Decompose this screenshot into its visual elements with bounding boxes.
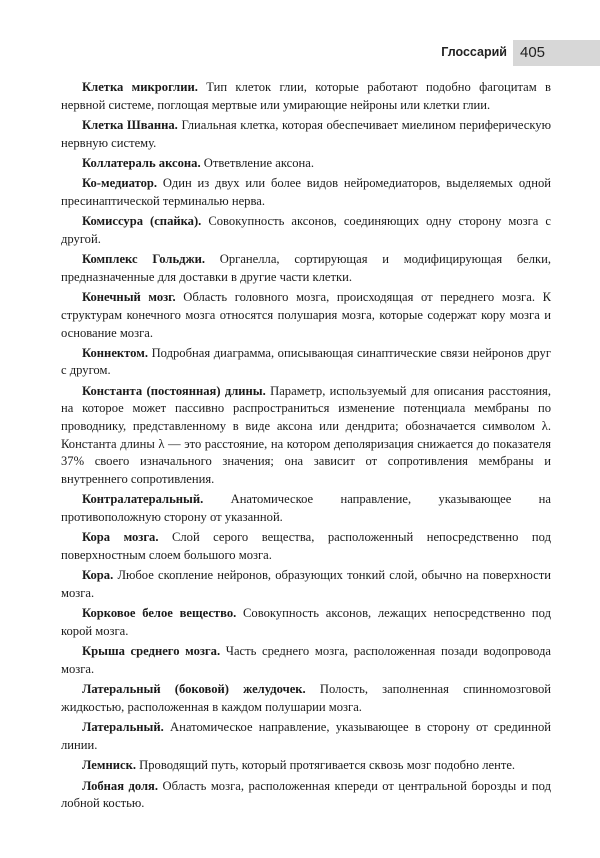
glossary-entries (61, 79, 551, 816)
entry-definition: Один из двух или более видов нейромедиаторов, выделяемых одной пресинаптической терминалью нерва. (61, 176, 551, 208)
glossary-entry (61, 778, 551, 813)
entry-term: Конечный мозг. (82, 290, 176, 305)
glossary-entry (61, 567, 551, 602)
glossary-entry (61, 491, 551, 526)
entry-definition: Анатомическое направление, указывающее в сторону от срединной линии. (61, 720, 551, 752)
entry-term: Латеральный (боковой) желудочек. (82, 682, 306, 697)
glossary-entry (61, 681, 551, 716)
glossary-entry (61, 117, 551, 152)
entry-term: Коннектом. (82, 345, 148, 360)
entry-term: Латеральный. (82, 720, 164, 735)
page-number: 405 (520, 44, 546, 61)
entry-term: Константа (постоянная) длины. (82, 383, 266, 398)
entry-term: Комплекс Гольджи. (82, 252, 206, 267)
entry-definition: Область мозга, расположенная кпереди от центральной борозды и под лобной костью. (61, 778, 551, 811)
page-header (0, 40, 600, 66)
entry-definition: Тип клеток глии, которые работают подобно фагоцитам в нервной системе, поглощая мертвые или умирающие нейроны или клетки глии. (61, 80, 551, 112)
entry-definition: Полость, заполненная спинномозговой жидкостью, расположенная в каждом полушарии мозга. (61, 682, 551, 714)
entry-definition: Любое скопление нейронов, образующих тонкий слой, обычно на поверхности мозга. (61, 568, 552, 600)
entry-term: Клетка Шванна. (82, 117, 178, 132)
glossary-entry (61, 719, 551, 754)
entry-term: Лемниск. (82, 758, 136, 773)
section-title: Глоссарий (441, 45, 507, 59)
entry-term: Корковое белое вещество. (82, 606, 237, 621)
glossary-entry (61, 79, 551, 114)
entry-definition: Глиальная клетка, которая обеспечивает миелином периферическую нервную систему. (61, 117, 552, 150)
glossary-entry (61, 155, 551, 173)
glossary-entry (61, 605, 551, 640)
glossary-entry (61, 383, 551, 489)
glossary-entry (61, 757, 551, 775)
glossary-entry (61, 175, 551, 210)
glossary-entry (61, 345, 551, 380)
glossary-entry (61, 529, 551, 564)
glossary-entry (61, 643, 551, 678)
entry-definition: Совокупность аксонов, лежащих непосредственно под корой мозга. (61, 606, 552, 638)
entry-definition: Проводящий путь, который протягивается сквозь мозг подобно ленте. (139, 758, 516, 773)
entry-term: Кора мозга. (82, 530, 159, 545)
entry-term: Контралатеральный. (82, 492, 204, 507)
glossary-entry (61, 251, 551, 286)
entry-definition: Ответвление аксона. (203, 155, 314, 170)
entry-term: Кора. (82, 568, 114, 583)
entry-definition: Область головного мозга, происходящая от переднего мозга. К структурам конечного мозга относятся полушария мозга, которые содержат кору мозга и основание мозга. (61, 290, 551, 340)
entry-definition: Слой серого вещества, расположенный непосредственно под поверхностным слоем большого мозга. (61, 530, 551, 562)
glossary-entry (61, 289, 551, 342)
glossary-entry (61, 213, 551, 248)
entry-definition: Анатомическое направление, указывающее на противоположную сторону от указанной. (61, 492, 551, 524)
entry-definition: Часть среднего мозга, расположенная позади водопровода мозга. (61, 644, 551, 676)
entry-term: Комиссура (спайка). (82, 214, 202, 229)
entry-definition: Совокупность аксонов, соединяющих одну сторону мозга с другой. (61, 214, 551, 246)
entry-definition: Параметр, используемый для описания расстояния, на которое может пассивно распространиться изменение потенциала мембраны по проводнику, представленному в виде аксона или дендрита; обозначается символом λ. Константа длины λ — это расстояние, на котором деполяризация снижается до показателя 37% своего изначального значения; она зависит от сопротивления мембраны и внутреннего сопротивления. (61, 383, 551, 486)
entry-term: Крыша среднего мозга. (82, 644, 221, 659)
entry-term: Клетка микроглии. (82, 80, 198, 94)
entry-definition: Органелла, сортирующая и модифицирующая белки, предназначенные для доставки в другие части клетки. (61, 252, 551, 284)
entry-term: Коллатераль аксона. (82, 155, 201, 170)
entry-definition: Подробная диаграмма, описывающая синаптические связи нейронов друг с другом. (61, 345, 551, 378)
entry-term: Лобная доля. (82, 778, 159, 793)
entry-term: Ко-медиатор. (82, 176, 158, 191)
